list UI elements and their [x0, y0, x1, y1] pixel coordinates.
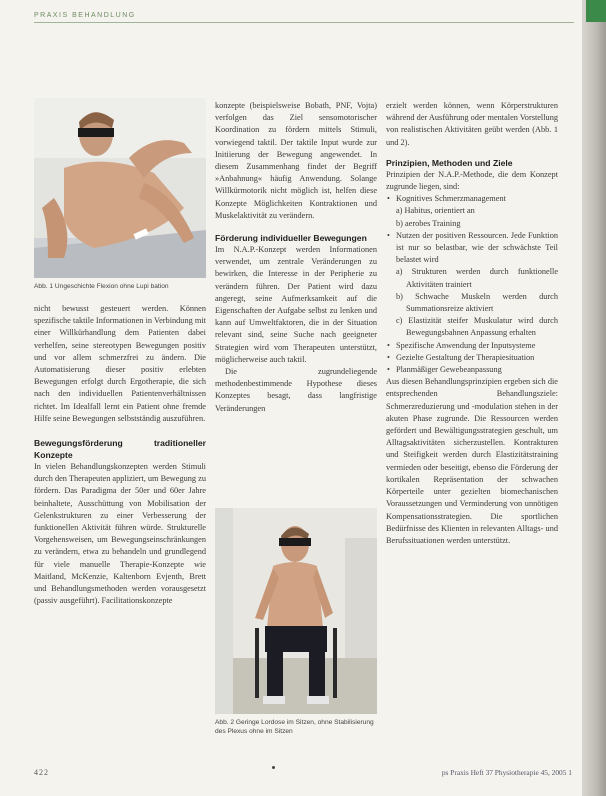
paragraph: Die zugrundeliegende methodenbestimmende Hypothese dieses Konzeptes besagt, dass langfristige Veränderungen: [215, 367, 377, 413]
paragraph: Aus diesen Behandlungsprinzipien ergeben sich die entsprechenden Behandlungsziele: Schmerzreduzierung und -modulation stehen in der akuten Phase zugrunde. Die Ressourcen werden gefördert und Bewältigungsstrategien geschult, um Alltagsaktivitäten sicherzustellen. Kontrakturen und Steifigkeit werden durch Elastizitätstraining vermieden oder beseitigt, ebenso die Förderung der kortikalen Repräsentation der schwachen Körperteile unter gezielten biomechanischen Voraussetzungen und Verminderung von unnötigen Kompensationsstrategien. Die sportlichen Bedürfnisse des Klienten in relevanten Alltags- und Berufssituationen werden unterstützt.: [386, 377, 558, 545]
list-item: [396, 352, 558, 364]
book-spine: [582, 0, 606, 796]
figure-2-caption: Abb. 2 Geringe Lordose im Sitzen, ohne Stabilisierung des Plexus ohne im Sitzen: [215, 719, 374, 735]
figure-1-image: [34, 98, 206, 278]
sub-list-item: b) aerobes Training: [396, 218, 461, 228]
page-number: 422: [34, 768, 49, 777]
footer-dot: [272, 766, 275, 769]
list-item-text: Gezielte Gestaltung der Therapiesituation: [396, 352, 535, 362]
list-item: [396, 230, 558, 340]
paragraph: Im N.A.P.-Konzept werden Informationen verwendet, um zentrale Veränderungen zu bewirken, die Interesse in der Peripherie zu verändern führen. Der Patient wird dazu angeregt, seine Aufmerksamkeit auf die Eigenschaften der Aufgabe selbst zu lenken und kann auf Umweltfaktoren, die in der Situation relevant sind, seine Suche nach geeigneter Strategien wird vom Therapeuten unterstützt, möglicherweise auch taktil.: [215, 245, 377, 364]
list-item-text: Planmäßiger Gewebeanpassung: [396, 365, 502, 375]
list-item: [396, 193, 558, 230]
sub-list-item: a) Habitus, orientiert an: [396, 206, 475, 216]
sub-list: [396, 266, 558, 339]
header-rule: [34, 22, 574, 23]
paragraph: In vielen Behandlungskonzepten werden Stimuli durch den Therapeuten appliziert, um Bewegung zu fördern. Das Paradigma der 50er und 60er Jahre beinhaltete, Ausschüttung von Mobilisation der Gelenkstrukturen zu einer Verbesserung der funktionellen Aktivität führen würde. Strukturelle Vorgehensweisen, um Bewegungseinschränkungen zu verändern, etwa zu behandeln und grundlegend für viele manuelle Therapie-Konzepte wie Maitland, McKenzie, Kaltenborn Evjenth, Brett und Behandlungsmethoden werden vorausgesetzt (passiv ausgeführt). Facilitationskonzepte: [34, 462, 206, 606]
figure-1-caption: Abb. 1 Ungeschichte Flexion ohne Lupi bation: [34, 283, 169, 290]
column-1: [34, 303, 206, 607]
sub-list-item: a) Strukturen werden durch funktionelle Aktivitäten trainiert: [396, 267, 558, 289]
column-2: [215, 100, 377, 415]
principles-list: [386, 193, 558, 376]
paragraph: Prinzipien der N.A.P.-Methode, die dem Konzept zugrunde liegen, sind:: [386, 169, 558, 192]
list-item: [396, 340, 558, 352]
column-3: [386, 100, 558, 547]
running-header: PRAXIS BEHANDLUNG: [34, 12, 136, 19]
journal-footer: ps Praxis Heft 37 Physiotherapie 45, 2005 1: [441, 768, 572, 777]
figure-1-photo: [34, 98, 206, 278]
sub-list: [396, 205, 558, 229]
list-item: [396, 364, 558, 376]
paragraph: erzielt werden können, wenn Körperstrukturen während der Ausführung oder mentalen Vorstellung von realistischen Aktivitäten geübt werden (Abb. 1 und 2).: [386, 101, 558, 147]
figure-2-photo: [215, 508, 377, 714]
figure-2-image: [215, 508, 377, 714]
sub-list-item: b) Schwache Muskeln werden durch Summationsreize aktiviert: [396, 291, 558, 314]
paragraph: nicht bewusst gesteuert werden. Können spezifische taktile Informationen in Verbindung mit einer Willkürhandlung dem Patienten dabei verhelfen, seine stereotypen Bewegungen positiv und vor allem schmerzfrei zu ändern. Die Automatisierung dieser positiv erlebten Bewegungen erfolgt durch Ergotherapie, die sich nach den individuellen Patientenverhältnissen richtet. Im Idealfall lernt ein Patient ohne fremde Hilfe seine Bewegungen selbstständig auszuführen.: [34, 304, 206, 423]
list-item-text: Nutzen der positiven Ressourcen. Jede Funktion ist nur so belastbar, wie der schwächste Teil belastet wird: [396, 230, 558, 265]
list-item-text: Kognitives Schmerzmanagement: [396, 194, 506, 204]
paragraph: konzepte (beispielsweise Bobath, PNF, Vojta) verfolgen das Ziel sensomotorischer Koordination zu fördern mittels Stimuli, vorwiegend taktil. Der taktile Input wurde zur Initiierung der Bewegung angewendet. In diesem Zusammenhang findet der Begriff »Anbahnung« häufig Anwendung. Solange Willkürmotorik nicht möglich ist, helfen diese Konzepte Möglichkeiten Kontraktionen und Muskelaktivität zu verändern.: [215, 101, 377, 220]
list-item-text: Spezifische Anwendung der Inputsysteme: [396, 340, 536, 350]
section-heading: Förderung individueller Bewegungen: [215, 233, 367, 244]
section-heading: Bewegungsförderung traditioneller Konzepte: [34, 438, 206, 461]
sub-list-item: c) Elastizität steifer Muskulatur wird durch Bewegungsbahnen Anpassung erhalten: [396, 316, 558, 338]
section-heading: Prinzipien, Methoden und Ziele: [386, 157, 513, 168]
section-tab: [586, 0, 606, 22]
